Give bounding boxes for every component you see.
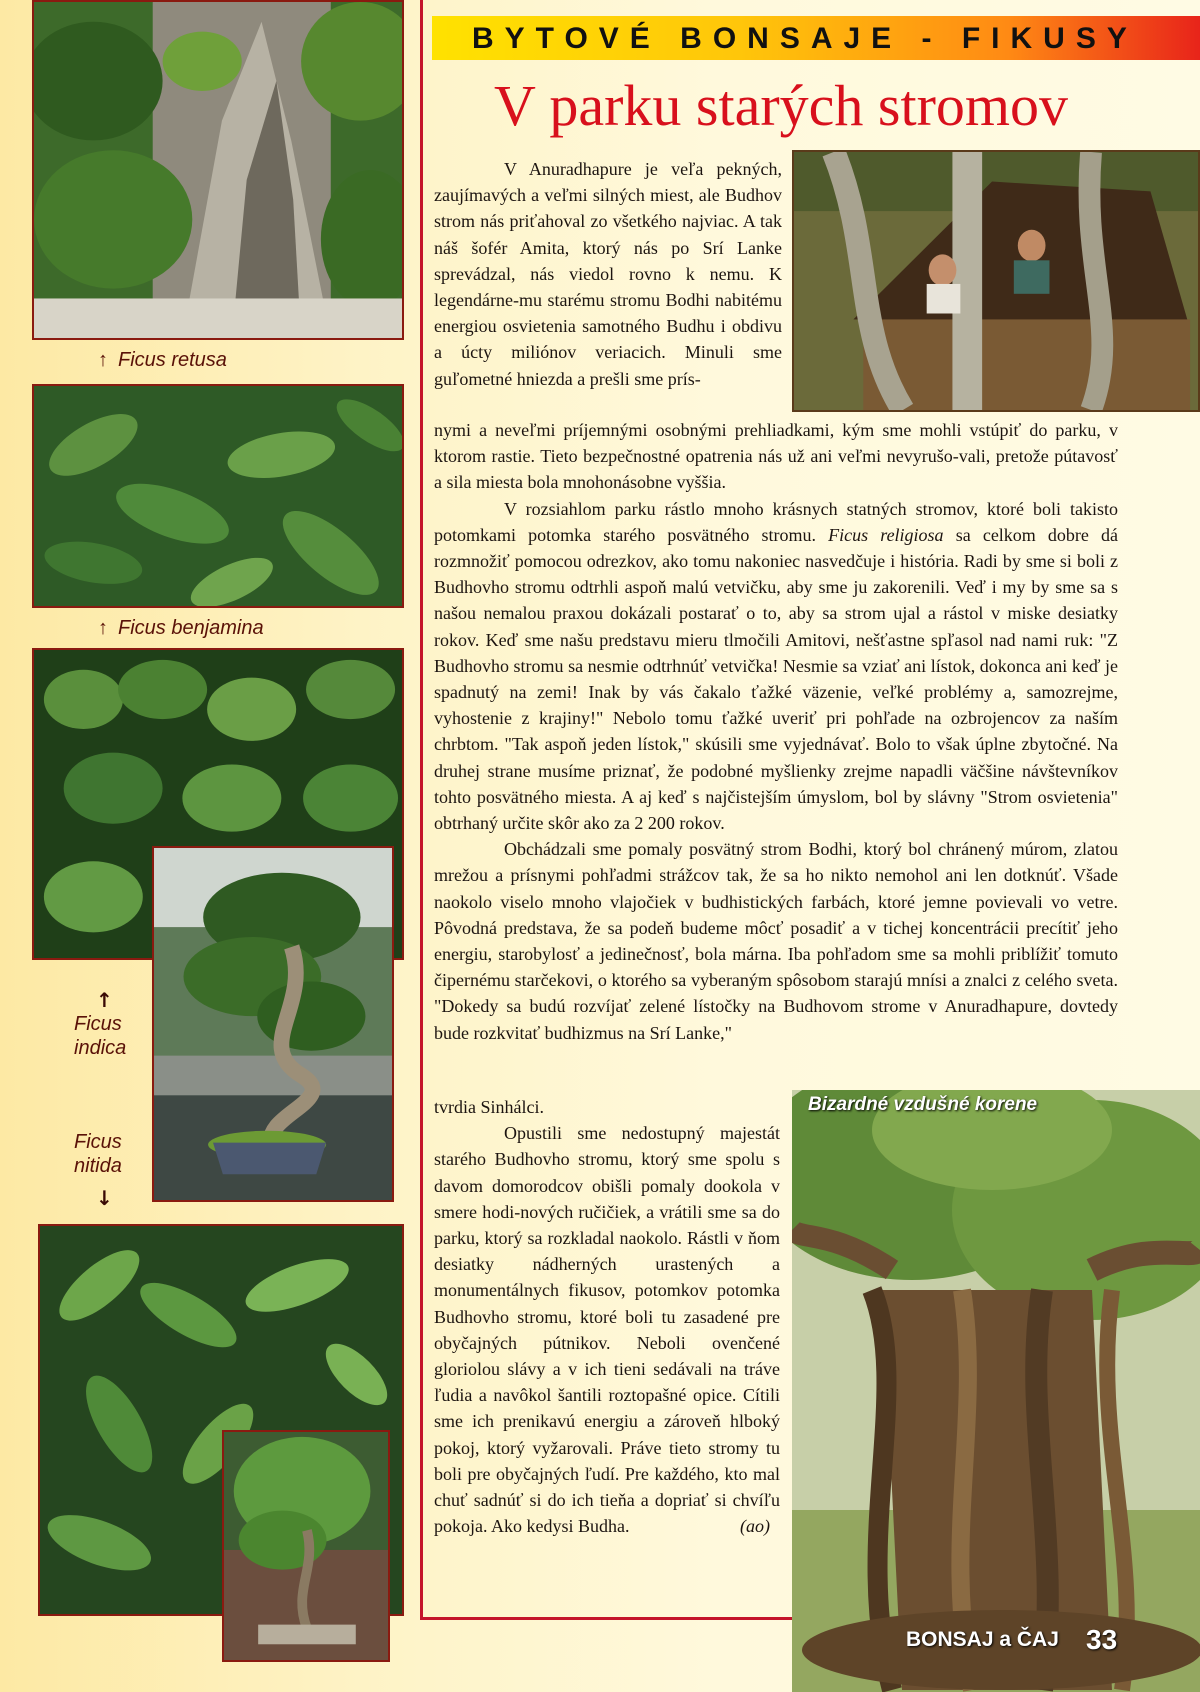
bottom-divider [420, 1617, 792, 1620]
author-signature: (ao) [740, 1516, 770, 1537]
photo-ficus-indica-bonsai [152, 846, 394, 1202]
paragraph: Obchádzali sme pomaly posvätný strom Bodhi, ktorý bol chránený múrom, zlatou mrežou a prísnymi pohľadmi strážcov tak, že sa ho nikto nemohol ani len dotknúť. Všade naokolo viselo mnoho vlajočiek v budhistických farbách, ktoré jemne povievali vo vetre. Pôvodná predstava, že sa podeň budeme môcť posadiť a v tichej koncentrácii precítiť jeho energiu, starobylosť a jedinečnosť, bola márna. Iba pohľadom sme sa mohli priblížiť tomuto čipernému starčekovi, o ktorého sa vyberaným spôsobom starajú mnísi a znalci z celého sveta. "Dokedy sa budú rozvíjať zelené lístočky na Budhovom strome v Anuradhapure, dovtedy bude rozkvitať budhizmus na Srí Lanke," [434, 839, 1118, 1043]
arrow-up-icon: ↑ [98, 617, 108, 639]
caption-aerial-roots: Bizardné vzdušné korene [808, 1094, 1038, 1115]
photo-aerial-roots-tree [792, 1090, 1200, 1692]
page-number: 33 [1086, 1624, 1118, 1655]
column-divider [420, 0, 423, 1620]
photo-ficus-benjamina [32, 384, 404, 608]
arrow-down-icon: ↓ [96, 1186, 113, 1210]
article-text-block-3 [434, 1096, 780, 1539]
caption-ficus-indica: Ficus indica [74, 1013, 127, 1059]
section-label: BYTOVÉ BONSAJE - FIKUSY [472, 22, 1138, 55]
caption-ficus-nitida: Ficus nitida [74, 1131, 122, 1177]
article-text-block-2 [434, 417, 1118, 1046]
caption-ficus-benjamina: ↑ Ficus benjamina [98, 617, 264, 639]
caption-ficus-retusa: ↑ Ficus retusa [98, 349, 227, 371]
arrow-up-icon: ↑ [96, 988, 113, 1012]
article-text-block-1 [434, 156, 782, 392]
photo-ficus-nitida-bonsai [222, 1430, 390, 1662]
section-banner [432, 16, 1200, 60]
article-title: V parku starých stromov [494, 73, 1068, 138]
arrow-up-icon: ↑ [98, 349, 108, 371]
photo-ficus-retusa [32, 0, 404, 340]
latin-name: Ficus religiosa [828, 524, 944, 545]
paragraph: tvrdia Sinhálci. [434, 1097, 544, 1117]
paragraph: V Anuradhapure je veľa pekných, zaujímavých a veľmi silných miest, ale Budhov strom nás priťahoval zo všetkého najviac. A tak náš šofér Amita, ktorý nás po Srí Lanke sprevádzal, nás viedol rovno k nemu. K legendárne-mu starému stromu Bodhi nabitému energiou osvietenia samotného Budhu i obdivu a úcty miliónov veriacich. Minuli sme guľometné hniezda a prešli sme prís- [434, 159, 782, 389]
photo-treehouse [792, 150, 1200, 412]
paragraph: nymi a neveľmi príjemnými osobnými prehliadkami, kým sme mohli vstúpiť do parku, v ktorom rastie. Tieto bezpečnostné opatrenia nás už ani veľmi nevyrušo-vali, pretože pútavosť a sila miesta bola mnohonásobne vyššia. [434, 420, 1118, 493]
paragraph: V rozsiahlom parku rástlo mnoho krásnych statných stromov, ktoré boli takisto potomkami potomka starého posvätného stromu. Ficus religiosa sa celkom dobre dá rozmnožiť pomocou odrezkov, ako tomu nakoniec nasvedčuje i história. Radi by sme si boli z Budhovho stromu odtrhli aspoň malú vetvičku, aby sme ju zakorenili. Veď i my by sme sa s našou nemalou praxou dokázali postarať o to, aby sa strom ujal a rástol v miske desiatky rokov. Keď sme našu predstavu mieru tlmočili Amitovi, nešťastne spľasol nad nami ruk: "Z Budhovho stromu sa nesmie odtrhnúť vetvička! Nesmie sa vziať ani lístok, dokonca ani keď je spadnutý na zemi! Inak by vás čakalo ťažké väzenie, veľké problémy a, samozrejme, vyhostenie z krajiny!" Nebolo tomu ťažké uveriť pri pohľade na ozbrojencov za naším chrbtom. "Tak aspoň jeden lístok," skúsili sme vyjednávať. Bolo to však úplne zbytočné. Na druhej strane musíme priznať, že podobné myšlienky zrejme napadli väčšine návštevníkov tohto posvätného miesta. A aj keď s najčistejším úmyslom, bol by slávny "Strom osvietenia" obtrhaný určite skôr ako za 2 200 rokov. [434, 498, 1119, 834]
magazine-name: BONSAJ a ČAJ [906, 1628, 1059, 1651]
paragraph: Opustili sme nedostupný majestát starého Budhovho stromu, ktorý sme spolu s davom domorodcov obišli pomaly dookola v smere hodi-nových ručičiek, a vrátili sme sa do parku, ktorý sa rozkladal naokolo. Rástli v ňom desiatky nádherných urastených a monumentálnych fikusov, potomkov potomka Budhovho stromu, ktoré boli tu zasadené pre obyčajných pútnikov. Neboli ovenčené gloriolou slávy a v ich tieni sedávali na tráve ľudia a navôkol šantili roztopašné opice. Cítili sme ich prenikavú energiu a zároveň hlboký pokoj, ktorý vyžarovali. Práve tieto stromy tu boli pre obyčajných ľudí. Pre každého, kto mal chuť sadnúť si do ich tieňa a dopriať si chvíľu pokoja. Ako kedysi Budha. (ao) [434, 1120, 780, 1539]
